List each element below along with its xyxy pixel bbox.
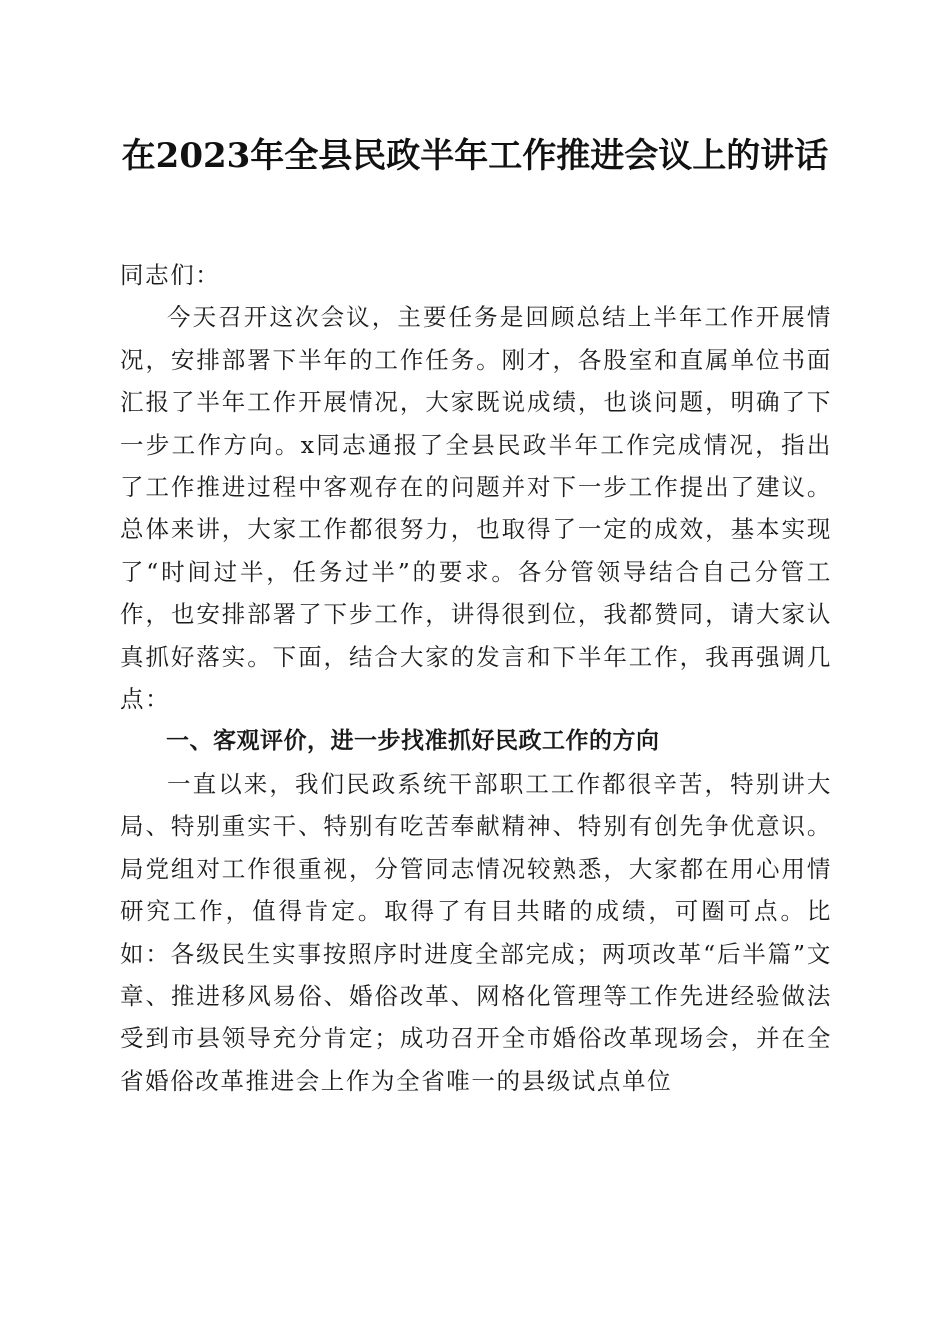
section-heading-1: 一、客观评价，进一步找准抓好民政工作的方向 (166, 728, 660, 755)
paragraph-intro: 今天召开这次会议，主要任务是回顾总结上半年工作开展情况，安排部署下半年的工作任务。刚才，各股室和直属单位书面汇报了半年工作开展情况，大家既说成绩，也谈问题，明确了下一步工作方向。x同志通报了全县民政半年工作完成情况，指出了工作推进过程中客观存在的问题并对下一步工作提出了建议。总体来讲，大家工作都很努力，也取得了一定的成效，基本实现了“时间过半，任务过半”的要求。各分管领导结合自己分管工作，也安排部署了下步工作，讲得很到位，我都赞同，请大家认真抓好落实。下面，结合大家的发言和下半年工作，我再强调几点： (120, 303, 832, 714)
salutation: 同志们： (120, 261, 221, 289)
paragraph-section-1: 一直以来，我们民政系统干部职工工作都很辛苦，特别讲大局、特别重实干、特别有吃苦奉献精神、特别有创先争优意识。局党组对工作很重视，分管同志情况较熟悉，大家都在用心用情研究工作，值得肯定。取得了有目共睹的成绩，可圈可点。比如：各级民生实事按照序时进度全部完成；两项改革“后半篇”文章、推进移风易俗、婚俗改革、网格化管理等工作先进经验做法受到市县领导充分肯定；成功召开全市婚俗改革现场会，并在全省婚俗改革推进会上作为全省唯一的县级试点单位 (120, 769, 832, 1095)
document-title: 在2023年全县民政半年工作推进会议上的讲话 (121, 136, 829, 176)
document-body (120, 254, 832, 1102)
